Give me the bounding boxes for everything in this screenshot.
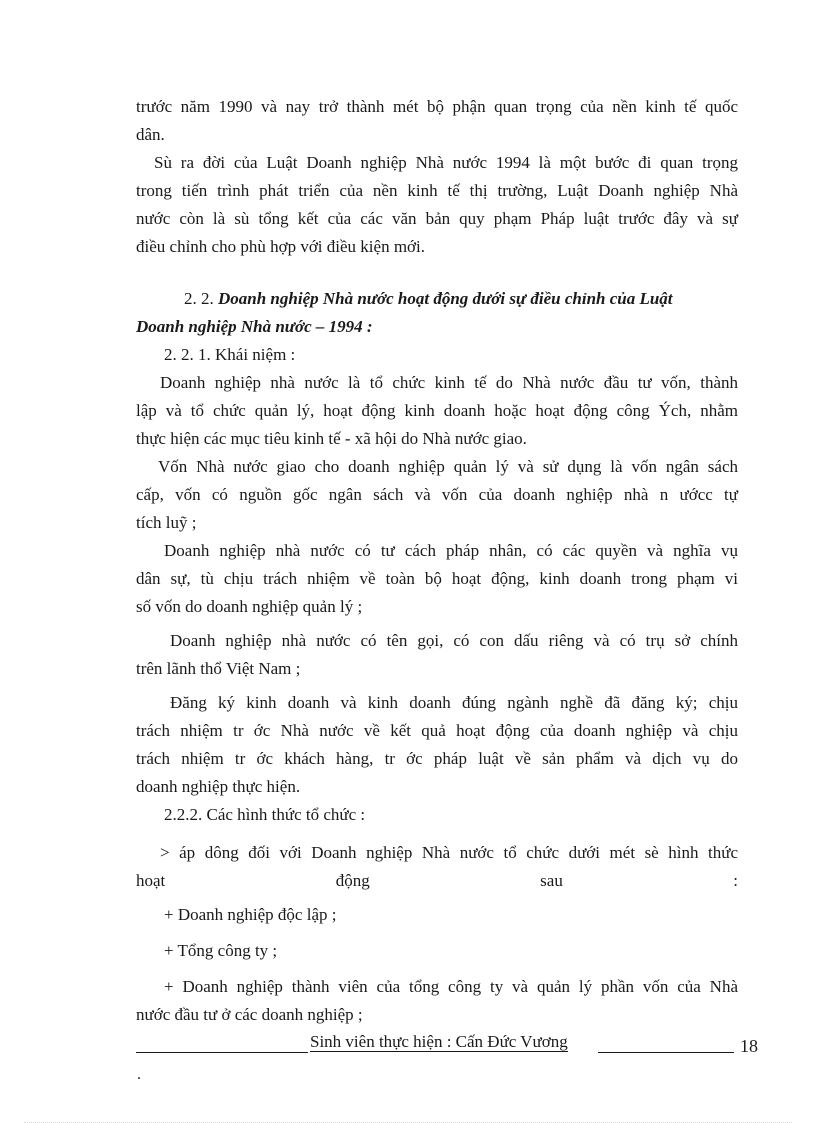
list-item: + Tổng công ty ;: [164, 941, 278, 960]
subheading: 2. 2. 1. Khái niệm :: [164, 345, 296, 364]
paragraph-line: Vốn Nhà nước giao cho doanh nghiệp quản lý và sử dụng là vốn ngân sách: [158, 457, 738, 476]
paragraph-line: trong tiến trình phát triển của nền kinh tế thị trường, Luật Doanh nghiệp Nhà: [136, 181, 738, 200]
list-item-continued: nước đầu tư ở các doanh nghiệp ;: [136, 1005, 363, 1024]
list-item: + Doanh nghiệp độc lập ;: [164, 905, 337, 924]
heading-number: 2. 2.: [184, 289, 214, 308]
paragraph-line: trách nhiệm tr ớc Nhà nước về kết quả hoạt động của doanh nghiệp và chịu: [136, 721, 738, 740]
footer-rule: [598, 1052, 734, 1053]
heading-title: Doanh nghiệp Nhà nước hoạt động dưới sự điều chỉnh của Luật: [218, 289, 673, 308]
paragraph-line: trách nhiệm tr ớc khách hàng, tr ớc pháp luật về sản phẩm và dịch vụ do: [136, 749, 738, 768]
list-item: + Doanh nghiệp thành viên của tổng công ty và quản lý phần vốn của Nhà: [164, 977, 738, 996]
paragraph-line: tích luỹ ;: [136, 513, 197, 532]
paragraph-line: Doanh nghiệp nhà nước có tên gọi, có con dấu riêng và có trụ sở chính: [170, 631, 738, 650]
spread-word: động: [335, 871, 370, 890]
paragraph-line: Đăng ký kinh doanh và kinh doanh đúng ngành nghề đã đăng ký; chịu: [170, 693, 738, 712]
spread-word: hoạt: [136, 871, 166, 890]
footer-mark: .: [137, 1066, 141, 1083]
paragraph-line: trước năm 1990 và nay trở thành mét bộ phận quan trọng của nền kinh tế quốc: [136, 97, 738, 116]
paragraph-line: Doanh nghiệp nhà nước có tư cách pháp nhân, có các quyền và nghĩa vụ: [164, 541, 738, 560]
paragraph-line: lập và tổ chức quản lý, hoạt động kinh doanh hoặc hoạt động công Ých, nhằm: [136, 401, 738, 420]
spread-word: :: [733, 871, 738, 890]
footer-rule: [136, 1052, 308, 1053]
spread-word: sau: [540, 871, 563, 890]
paragraph-line: > áp dông đối với Doanh nghiệp Nhà nước tổ chức dưới mét sè hình thức: [160, 843, 738, 862]
page-number: 18: [740, 1036, 758, 1056]
paragraph-line: số vốn do doanh nghiệp quản lý ;: [136, 597, 363, 616]
heading-title-continued: Doanh nghiệp Nhà nước – 1994 :: [136, 317, 373, 336]
paragraph-line: nước còn là sù tổng kết của các văn bản quy phạm Pháp luật trước đây và sự: [136, 209, 738, 228]
paragraph-line: dân sự, tù chịu trách nhiệm về toàn bộ hoạt động, kinh doanh trong phạm vi: [136, 569, 738, 588]
paragraph-line: Sù ra đời của Luật Doanh nghiệp Nhà nước 1994 là một bước đi quan trọng: [154, 153, 738, 172]
paragraph-line: điều chỉnh cho phù hợp với điều kiện mới.: [136, 237, 426, 256]
paragraph-line: thực hiện các mục tiêu kinh tế - xã hội do Nhà nước giao.: [136, 429, 527, 448]
paragraph-line: doanh nghiệp thực hiện.: [136, 777, 301, 796]
spread-line: [136, 870, 738, 892]
paragraph-line: Doanh nghiệp nhà nước là tổ chức kinh tế do Nhà nước đầu tư vốn, thành: [160, 373, 738, 392]
paragraph-line: cấp, vốn có nguồn gốc ngân sách và vốn của doanh nghiệp nhà n ướcc tự: [136, 485, 738, 504]
subheading: 2.2.2. Các hình thức tổ chức :: [164, 805, 366, 824]
section-heading: [184, 288, 673, 310]
footer-author: Sinh viên thực hiện : Cấn Đức Vương: [310, 1032, 568, 1051]
paragraph-line: trên lãnh thổ Việt Nam ;: [136, 659, 301, 678]
paragraph-line: dân.: [136, 125, 165, 144]
